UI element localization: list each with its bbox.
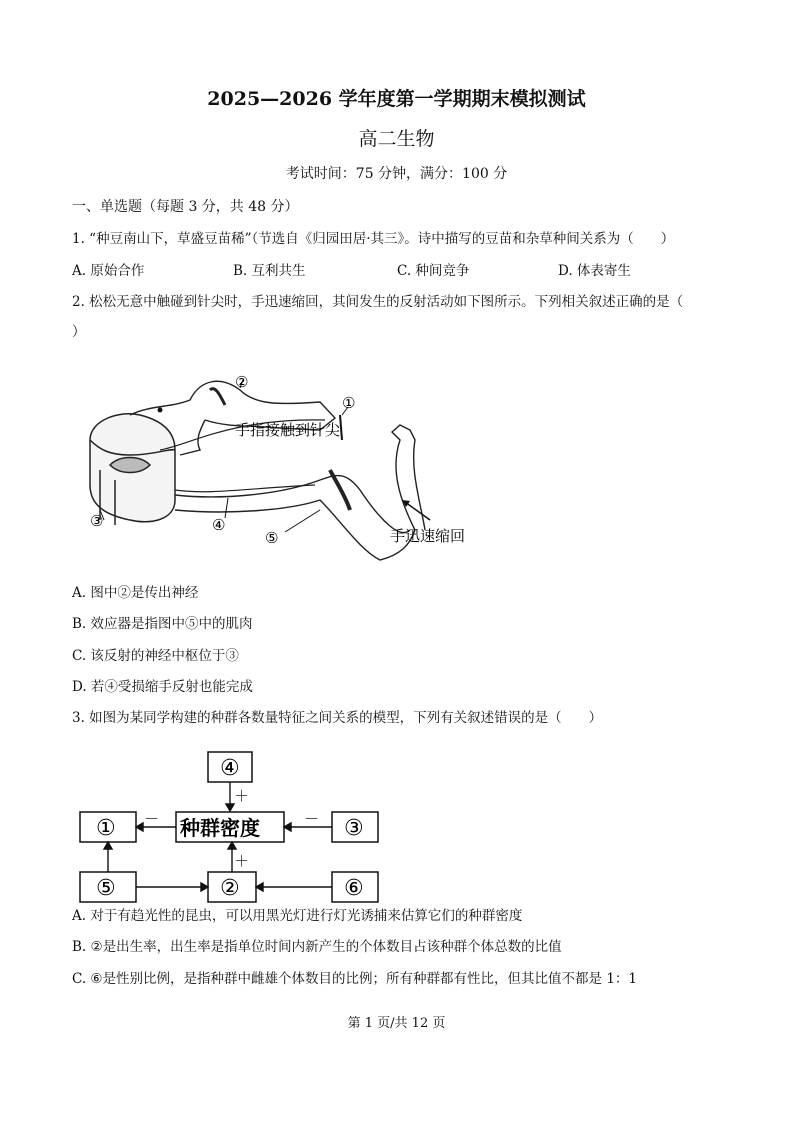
plus-sign-top: ＋ bbox=[234, 787, 250, 805]
q1-option-c: C. 种间竞争 bbox=[397, 263, 470, 279]
figure-label-1: ① bbox=[342, 394, 356, 412]
box-2-label: ② bbox=[220, 876, 240, 901]
q2-option-d: D. 若④受损缩手反射也能完成 bbox=[72, 679, 253, 695]
figure-label-5: ⑤ bbox=[265, 529, 279, 547]
label-5-leader bbox=[285, 510, 320, 532]
question-2-stem-line1: 2. 松松无意中触碰到针尖时，手迅速缩回，其间发生的反射活动如下图所示。下列相关叙述正确的是（ bbox=[72, 294, 684, 310]
center-label: 种群密度 bbox=[180, 816, 260, 840]
q2-option-b: B. 效应器是指图中⑤中的肌肉 bbox=[72, 616, 253, 632]
q3-option-a: A. 对于有趋光性的昆虫，可以用黑光灯进行灯光诱捕来估算它们的种群密度 bbox=[72, 908, 523, 924]
reflex-arc-figure bbox=[80, 370, 500, 570]
pin-icon bbox=[340, 415, 342, 440]
exam-info: 考试时间：75 分钟，满分：100 分 bbox=[285, 166, 508, 182]
page-footer: 第 1 页/共 12 页 bbox=[347, 1016, 446, 1031]
q1-option-b: B. 互利共生 bbox=[233, 263, 306, 279]
question-1-stem: 1. “种豆南山下，草盛豆苗稀”（节选自《归园田居·其三》。诗中描写的豆苗和杂草种间关系为（ ） bbox=[72, 231, 675, 247]
box-1-label: ① bbox=[96, 816, 116, 841]
spinal-cord-drawing bbox=[90, 414, 175, 525]
caption-hand-withdraw: 手迅速缩回 bbox=[390, 527, 466, 545]
subject-title: 高二生物 bbox=[358, 128, 435, 150]
caption-finger-touch: 手指接触到针尖 bbox=[235, 421, 341, 439]
q2-option-c: C. 该反射的神经中枢位于③ bbox=[72, 648, 239, 664]
population-model-diagram bbox=[70, 748, 390, 908]
figure-label-4: ④ bbox=[212, 516, 226, 534]
q3-option-b: B. ②是出生率，出生率是指单位时间内新产生的个体数目占该种群个体总数的比值 bbox=[72, 939, 562, 955]
section-heading: 一、单选题（每题 3 分，共 48 分） bbox=[72, 199, 299, 215]
figure-label-3: ③ bbox=[90, 512, 104, 530]
label-4-leader bbox=[225, 498, 228, 518]
q3-option-c: C. ⑥是性别比例，是指种群中雌雄个体数目的比例；所有种群都有性比，但其比值不都是 1：1 bbox=[72, 971, 638, 987]
nerve-cell-dot bbox=[158, 408, 163, 413]
question-3-stem: 3. 如图为某同学构建的种群各数量特征之间关系的模型，下列有关叙述错误的是（ ） bbox=[72, 710, 603, 726]
plus-sign-bottom: ＋ bbox=[234, 852, 250, 870]
box-5-label: ⑤ bbox=[96, 876, 116, 901]
figure-label-2: ② bbox=[235, 373, 249, 391]
box-4-label: ④ bbox=[220, 756, 240, 781]
minus-sign-right: － bbox=[304, 810, 320, 828]
q2-option-a: A. 图中②是传出神经 bbox=[72, 585, 199, 601]
question-2-stem-line2: ） bbox=[72, 324, 86, 340]
q1-option-d: D. 体表寄生 bbox=[558, 263, 631, 279]
q1-option-a: A. 原始合作 bbox=[72, 263, 145, 279]
box-3-label: ③ bbox=[344, 816, 364, 841]
exam-title: 2025—2026 学年度第一学期期末模拟测试 bbox=[207, 88, 586, 110]
box-6-label: ⑥ bbox=[344, 876, 364, 901]
minus-sign-left: － bbox=[144, 810, 160, 828]
